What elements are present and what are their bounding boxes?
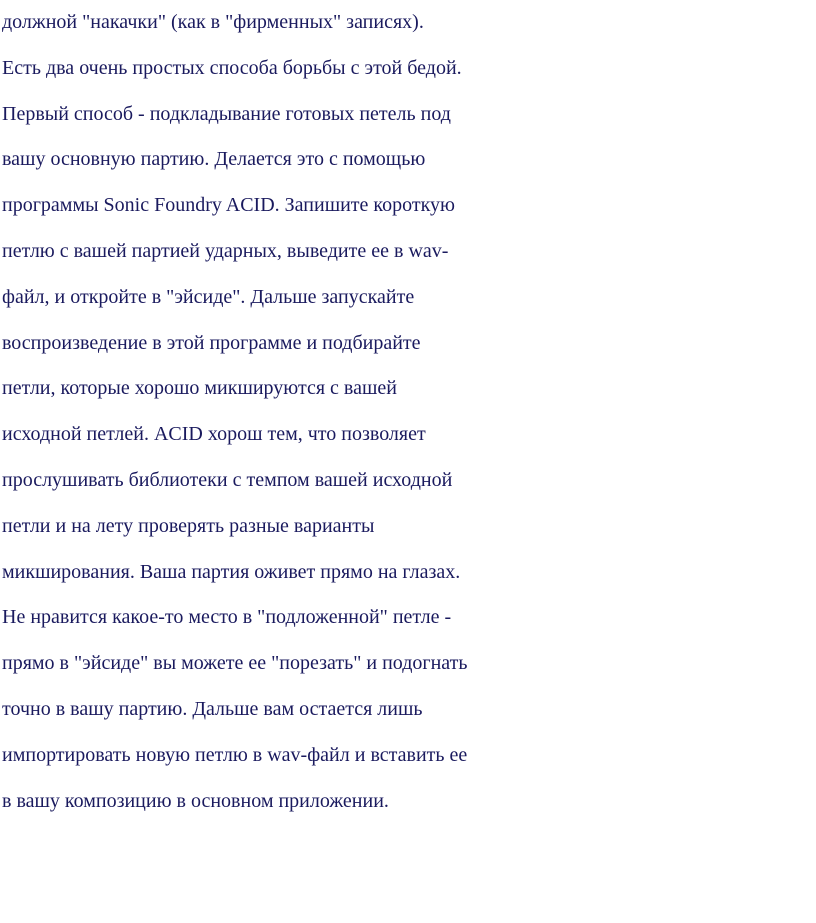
text-line: петли, которые хорошо микшируются с вашей — [2, 377, 397, 400]
text-line: в вашу композицию в основном приложении. — [2, 789, 389, 812]
text-line: прямо в "эйсиде" вы можете ее "порезать" и подогнать — [2, 652, 468, 675]
text-line: Есть два очень простых способа борьбы с этой бедой. — [2, 56, 462, 79]
text-line: исходной петлей. ACID хорош тем, что позволяет — [2, 423, 426, 446]
text-line: петли и на лету проверять разные варианты — [2, 514, 375, 537]
text-line: Не нравится какое-то место в "подложенной" петле - — [2, 606, 452, 629]
body-text — [2, 0, 816, 824]
text-line: файл, и откройте в "эйсиде". Дальше запускайте — [2, 285, 415, 308]
text-line: Первый способ - подкладывание готовых петель под — [2, 102, 451, 125]
text-line: прослушивать библиотеки с темпом вашей исходной — [2, 468, 453, 491]
text-line: должной "накачки" (как в "фирменных" записях). — [2, 11, 424, 33]
text-line: вашу основную партию. Делается это с помощью — [2, 148, 426, 171]
text-line: точно в вашу партию. Дальше вам остается лишь — [2, 697, 423, 720]
text-line: воспроизведение в этой программе и подбирайте — [2, 331, 421, 354]
text-line: петлю с вашей партией ударных, выведите ее в wav- — [2, 239, 449, 262]
text-line: импортировать новую петлю в wav-файл и вставить ее — [2, 743, 468, 766]
text-line: микширования. Ваша партия оживет прямо на глазах. — [2, 560, 461, 583]
text-line: программы Sonic Foundry ACID. Запишите короткую — [2, 194, 455, 217]
